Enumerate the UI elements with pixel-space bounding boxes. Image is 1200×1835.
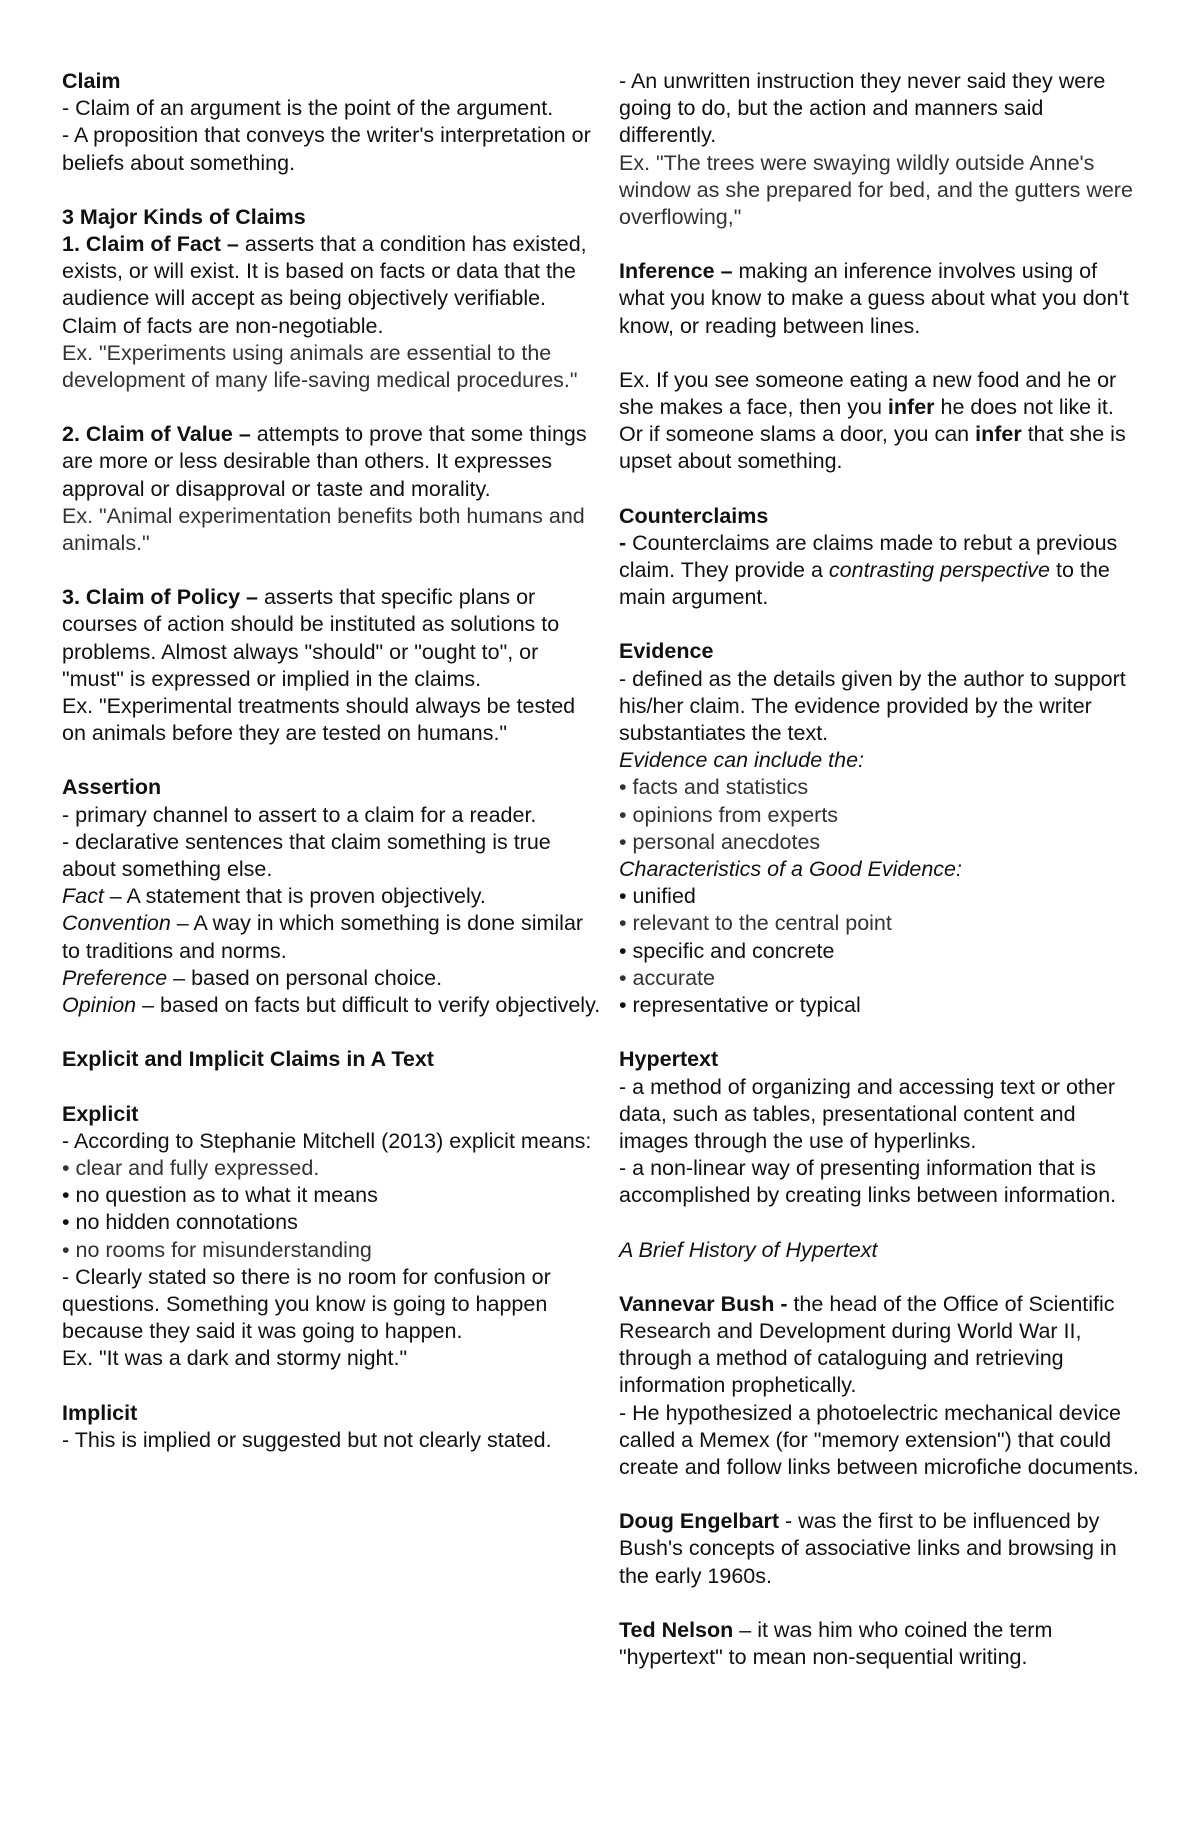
claim-of-value-example: Ex. "Animal experimentation benefits both humans and animals." <box>62 503 585 556</box>
evidence-include-2: • opinions from experts <box>619 802 839 827</box>
claim-of-fact-text: asserts that a condition has existed, exists, or will exist. It is based on facts or data that the audience will accept as being objectively verifiable. Claim of facts are non-negotiable. <box>62 232 587 338</box>
claim-of-fact <box>62 231 602 340</box>
inference-text: making an inference involves using of what you know to make a guess about what you don't know, or reading between lines. <box>619 259 1129 338</box>
inference-example-a: Ex. If you see someone eating a new food and he or she makes a face, then you <box>619 367 1117 420</box>
ted-nelson-text: – it was him who coined the term "hypertext" to mean non-sequential writing. <box>619 1617 1053 1669</box>
good-evidence-3: • specific and concrete <box>619 938 835 963</box>
evidence-include-3: • personal anecdotes <box>619 829 821 854</box>
explicit-bullet-4: • no rooms for misunderstanding <box>62 1237 372 1262</box>
explicit-example: Ex. "It was a dark and stormy night." <box>62 1346 408 1371</box>
fact-term: Fact <box>62 884 104 909</box>
explicit-heading: Explicit <box>62 1101 139 1126</box>
claim-of-fact-label: 1. Claim of Fact – <box>62 232 239 257</box>
claim-of-policy-label: 3. Claim of Policy – <box>62 585 258 610</box>
explicit-implicit-heading: Explicit and Implicit Claims in A Text <box>62 1047 434 1072</box>
counterclaims-text-a: Counterclaims are claims made to rebut a previous claim. They provide a <box>619 530 1118 583</box>
claim-of-value-text: attempts to prove that some things are more or less desirable than others. It expresses approval or disapproval or taste and morality. <box>62 422 587 501</box>
evidence-heading: Evidence <box>619 639 714 664</box>
evidence-include-1: • facts and statistics <box>619 775 809 800</box>
counterclaims-text-b: to the main argument. <box>619 558 1110 610</box>
claim-of-policy-example: Ex. "Experimental treatments should always be tested on animals before they are tested on humans." <box>62 694 576 746</box>
inference-example-c: that she is upset about something. <box>619 422 1126 474</box>
assertion-convention <box>62 910 602 964</box>
contrasting-perspective: contrasting perspective <box>828 558 1051 583</box>
explicit-bullet-1: • clear and fully expressed. <box>62 1155 320 1180</box>
hypertext-line-2: - a non-linear way of presenting information that is accomplished by creating links between information. <box>619 1156 1117 1208</box>
good-evidence-text: Characteristics of a Good Evidence: <box>619 857 962 882</box>
explicit-line-2: - Clearly stated so there is no room for confusion or questions. Something you know is going to happen because they said it was going to happen. <box>62 1264 551 1344</box>
claim-of-value-label: 2. Claim of Value – <box>62 422 251 447</box>
hypertext-line-1: - a method of organizing and accessing text or other data, such as tables, presentational content and images through the use of hyperlinks. <box>619 1074 1115 1153</box>
claim-line-1: - Claim of an argument is the point of the argument. <box>62 96 554 121</box>
convention-term: Convention <box>62 911 171 936</box>
inference-example-b: he does not like it. Or if someone slams a door, you can <box>619 395 1114 447</box>
convention-definition: – A way in which something is done similar to traditions and norms. <box>62 911 584 963</box>
claim-line-2: - A proposition that conveys the writer's interpretation or beliefs about something. <box>62 123 591 175</box>
assertion-fact <box>62 883 602 910</box>
fact-definition: – A statement that is proven objectively. <box>103 884 486 909</box>
right-column <box>619 68 1141 1671</box>
explicit-bullet-3: • no hidden connotations <box>62 1210 298 1235</box>
claim-of-value <box>62 421 602 503</box>
doug-engelbart-text: - was the first to be influenced by Bush's concepts of associative links and browsing in the early 1960s. <box>619 1509 1117 1588</box>
infer-word-1: infer <box>887 395 935 420</box>
inference-definition <box>619 258 1141 340</box>
inference-example <box>619 367 1141 476</box>
evidence-line-1: - defined as the details given by the author to support his/her claim. The evidence provided by the writer substantiates the text. <box>619 666 1126 746</box>
good-evidence-heading <box>619 856 1141 883</box>
implicit-line-1: - This is implied or suggested but not clearly stated. <box>62 1427 552 1452</box>
inference-label: Inference – <box>619 259 733 284</box>
preference-definition: – based on personal choice. <box>167 965 443 990</box>
assertion-line-2: - declarative sentences that claim something is true about something else. <box>62 829 551 882</box>
doug-engelbart-name: Doug Engelbart <box>619 1509 780 1534</box>
doug-engelbart <box>619 1508 1141 1590</box>
vannevar-bush-name: Vannevar Bush - <box>619 1291 788 1316</box>
implicit-heading: Implicit <box>62 1400 138 1425</box>
evidence-include-text: Evidence can include the: <box>619 748 865 773</box>
history-text: A Brief History of Hypertext <box>619 1237 878 1262</box>
good-evidence-5: • representative or typical <box>619 993 861 1018</box>
kinds-heading: 3 Major Kinds of Claims <box>62 204 306 229</box>
counterclaims-dash: - <box>619 530 627 555</box>
history-heading <box>619 1237 1141 1264</box>
good-evidence-1: • unified <box>619 884 696 909</box>
opinion-definition: – based on facts but difficult to verify objectively. <box>136 993 601 1018</box>
evidence-include-heading <box>619 747 1141 774</box>
preference-term: Preference <box>62 965 168 990</box>
assertion-preference <box>62 965 602 992</box>
ted-nelson <box>619 1617 1141 1671</box>
ted-nelson-name: Ted Nelson <box>619 1617 734 1642</box>
opinion-term: Opinion <box>62 993 137 1018</box>
claim-of-policy-text: asserts that specific plans or courses of action should be instituted as solutions to problems. Almost always "should" or "ought to", or "must" is expressed or implied in the claims. <box>62 585 560 691</box>
claim-heading: Claim <box>62 69 121 93</box>
claim-of-policy <box>62 584 602 693</box>
counterclaims-text <box>619 530 1141 612</box>
good-evidence-2: • relevant to the central point <box>619 911 892 936</box>
implicit-example: Ex. "The trees were swaying wildly outside Anne's window as she prepared for bed, and the gutters were overflowing," <box>619 150 1133 230</box>
assertion-opinion <box>62 992 602 1019</box>
assertion-heading: Assertion <box>62 775 162 800</box>
counterclaims-heading: Counterclaims <box>619 503 769 528</box>
good-evidence-4: • accurate <box>619 965 715 990</box>
left-column <box>62 68 602 1454</box>
explicit-bullet-2: • no question as to what it means <box>62 1183 378 1208</box>
vannevar-bush-text: the head of the Office of Scientific Research and Development during World War II, through a method of cataloguing and retrieving information prophetically. <box>619 1291 1115 1398</box>
infer-word-2: infer <box>975 422 1022 447</box>
vannevar-bush-line-2: - He hypothesized a photoelectric mechanical device called a Memex (for "memory extension") that could create and follow links between microfiche documents. <box>619 1400 1139 1479</box>
hypertext-heading: Hypertext <box>619 1047 719 1072</box>
implicit-line-2: - An unwritten instruction they never said they were going to do, but the action and manners said differently. <box>619 69 1106 148</box>
assertion-line-1: - primary channel to assert to a claim for a reader. <box>62 802 537 827</box>
explicit-line-1: - According to Stephanie Mitchell (2013) explicit means: <box>62 1128 592 1153</box>
claim-of-fact-example: Ex. "Experiments using animals are essential to the development of many life-saving medical procedures." <box>62 340 578 393</box>
vannevar-bush <box>619 1291 1141 1400</box>
